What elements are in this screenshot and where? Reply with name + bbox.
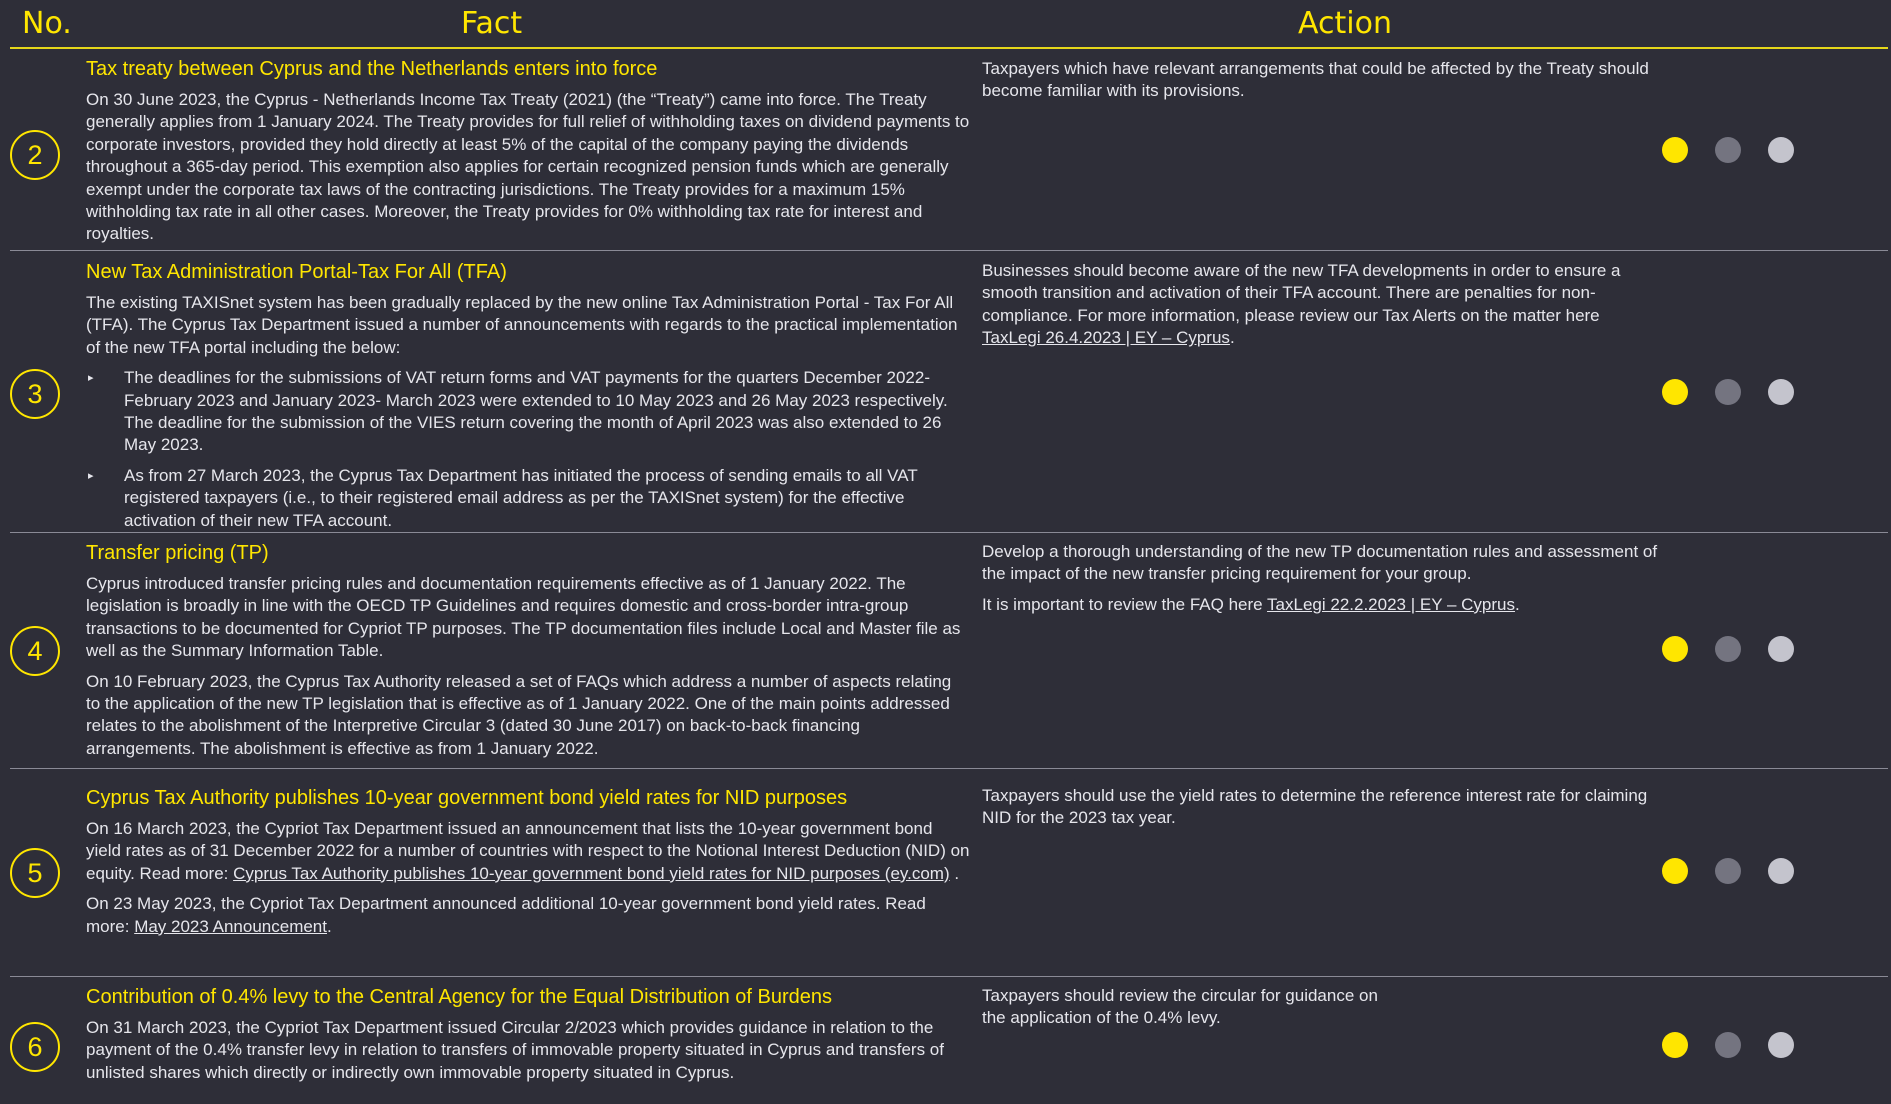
fact-paragraph: On 10 February 2023, the Cyprus Tax Authority released a set of FAQs which address a number of aspects relating to the application of the new TP legislation that is effective as of 1 January 2022. One of the main points addressed relates to the abolishment of the Interpretive Circular 3 (dated 30 June 2017) on back-to-back financing arrangements. The abolishment is effective as from 1 January 2022. bbox=[86, 671, 952, 758]
action-text: Taxpayers which have relevant arrangements that could be affected by the Treaty should become familiar with its provisions. bbox=[982, 59, 1649, 101]
status-dot-grey bbox=[1715, 858, 1741, 884]
status-dot-light bbox=[1768, 1032, 1794, 1058]
bullet-marker-icon: ▸ bbox=[88, 469, 94, 482]
fact-title: Transfer pricing (TP) bbox=[86, 542, 269, 564]
fact-cell bbox=[86, 260, 970, 540]
fact-cell bbox=[86, 541, 970, 768]
bullet-item bbox=[86, 367, 970, 457]
action-cell bbox=[982, 985, 1402, 1038]
may-announcement-link[interactable]: May 2023 Announcement bbox=[134, 916, 327, 936]
status-dot-grey bbox=[1715, 379, 1741, 405]
status-dot-grey bbox=[1715, 137, 1741, 163]
status-dot-yellow bbox=[1662, 137, 1688, 163]
status-dots bbox=[1662, 858, 1812, 886]
status-dot-yellow bbox=[1662, 1032, 1688, 1058]
action-text: Businesses should become aware of the new TFA developments in order to ensure a smooth transition and activation of their TFA account. There are penalties for non-compliance. For more information, please review our Tax Alerts on the matter here TaxLegi 26.4.2023 | EY – Cyprus. bbox=[982, 261, 1621, 348]
row-number: 4 bbox=[10, 626, 60, 676]
row-number: 3 bbox=[10, 369, 60, 419]
fact-cell bbox=[86, 786, 970, 946]
action-text: Develop a thorough understanding of the new TP documentation rules and assessment of the impact of the new transfer pricing requirement for your group. bbox=[982, 542, 1658, 584]
fact-paragraph: Cyprus introduced transfer pricing rules and documentation requirements effective as of 1 January 2022. The legislation is broadly in line with the OECD TP Guidelines and requires domestic and cross-border intra-group transactions to be documented for Cypriot TP purposes. The TP documentation files include Local and Master file as well as the Summary Information Table. bbox=[86, 574, 961, 661]
fact-paragraph: On 16 March 2023, the Cypriot Tax Department issued an announcement that lists the 10-year government bond yield rates as of 31 December 2022 for a number of countries with respect to the Notional Interest Deduction (NID) on equity. Read more: Cyprus Tax Authority publishes 10-year government bond yield rates for NID purposes (ey.com) . bbox=[86, 819, 970, 883]
fact-cell bbox=[86, 57, 970, 254]
fact-paragraph: On 30 June 2023, the Cyprus - Netherlands Income Tax Treaty (2021) (the “Treaty”) came into force. The Treaty generally applies from 1 January 2024. The Treaty provides for full relief of withholding taxes on dividend payments to corporate investors, provided they hold directly at least 5% of the capital of the company paying the dividends throughout a 365-day period. This exemption also applies for certain recognized pension funds which are generally exempt under the corporate tax laws of the contracting jurisdictions. The Treaty provides for a maximum 15% withholding tax rate in all other cases. Moreover, the Treaty provides for 0% withholding tax rate for interest and royalties. bbox=[86, 90, 970, 244]
table-row bbox=[10, 50, 1888, 251]
status-dots bbox=[1662, 636, 1812, 664]
row-number: 6 bbox=[10, 1022, 60, 1072]
header-no: No. bbox=[22, 6, 72, 41]
action-cell bbox=[982, 541, 1662, 624]
fact-paragraph: On 23 May 2023, the Cypriot Tax Department announced additional 10-year government bond yield rates. Read more: May 2023 Announcement. bbox=[86, 894, 926, 936]
status-dot-light bbox=[1768, 858, 1794, 884]
fact-paragraph: On 31 March 2023, the Cypriot Tax Department issued Circular 2/2023 which provides guidance in relation to the payment of the 0.4% transfer levy in relation to transfers of immovable property situated in Cyprus and transfers of unlisted shares which directly or indirectly own immovable property situated in Cyprus. bbox=[86, 1018, 944, 1082]
action-cell bbox=[982, 58, 1662, 111]
header-fact: Fact bbox=[461, 6, 523, 41]
status-dot-grey bbox=[1715, 636, 1741, 662]
row-number: 5 bbox=[10, 848, 60, 898]
fact-title: Cyprus Tax Authority publishes 10-year government bond yield rates for NID purposes bbox=[86, 787, 848, 809]
taxlegi-link[interactable]: TaxLegi 22.2.2023 | EY – Cyprus bbox=[1267, 594, 1515, 614]
fact-cell bbox=[86, 985, 970, 1092]
status-dot-light bbox=[1768, 379, 1794, 405]
status-dots bbox=[1662, 1032, 1812, 1060]
table-header bbox=[10, 0, 1888, 49]
status-dot-light bbox=[1768, 137, 1794, 163]
table-row bbox=[10, 252, 1888, 533]
bullet-text: The deadlines for the submissions of VAT return forms and VAT payments for the quarters December 2022- February 2023 and January 2023- March 2023 were extended to 10 May 2023 and 26 May 2023 respectively. The deadline for the submission of the VIES return covering the month of April 2023 was also extended to 26 May 2023. bbox=[124, 368, 948, 455]
fact-paragraph: The existing TAXISnet system has been gradually replaced by the new online Tax Administration Portal - Tax For All (TFA). The Cyprus Tax Department issued a number of announcements with regards to the practical implementation of the new TFA portal including the below: bbox=[86, 293, 958, 357]
action-text: Taxpayers should review the circular for guidance on the application of the 0.4% levy. bbox=[982, 986, 1378, 1028]
status-dot-grey bbox=[1715, 1032, 1741, 1058]
table-row bbox=[10, 770, 1888, 977]
action-cell bbox=[982, 785, 1662, 838]
bullet-marker-icon: ▸ bbox=[88, 372, 94, 385]
nid-article-link[interactable]: Cyprus Tax Authority publishes 10-year government bond yield rates for NID purposes (ey.com) bbox=[233, 863, 950, 883]
row-number: 2 bbox=[10, 130, 60, 180]
action-cell bbox=[982, 260, 1662, 358]
header-action: Action bbox=[1298, 6, 1392, 41]
status-dot-yellow bbox=[1662, 858, 1688, 884]
fact-title: Tax treaty between Cyprus and the Netherlands enters into force bbox=[86, 58, 658, 80]
status-dot-yellow bbox=[1662, 379, 1688, 405]
bullet-item bbox=[86, 465, 970, 532]
status-dot-yellow bbox=[1662, 636, 1688, 662]
taxlegi-link[interactable]: TaxLegi 26.4.2023 | EY – Cyprus bbox=[982, 328, 1230, 348]
bullet-text: As from 27 March 2023, the Cyprus Tax Department has initiated the process of sending emails to all VAT registered taxpayers (i.e., to their registered email address as per the TAXISnet system) for the effective activation of their new TFA account. bbox=[124, 465, 918, 530]
action-text: Taxpayers should use the yield rates to determine the reference interest rate for claiming NID for the 2023 tax year. bbox=[982, 786, 1648, 828]
table-row bbox=[10, 534, 1888, 769]
fact-title: Contribution of 0.4% levy to the Central Agency for the Equal Distribution of Burdens bbox=[86, 986, 832, 1008]
action-text: It is important to review the FAQ here TaxLegi 22.2.2023 | EY – Cyprus. bbox=[982, 594, 1520, 614]
table-row bbox=[10, 978, 1888, 1104]
status-dots bbox=[1662, 137, 1812, 165]
status-dot-light bbox=[1768, 636, 1794, 662]
fact-title: New Tax Administration Portal-Tax For All (TFA) bbox=[86, 261, 507, 283]
status-dots bbox=[1662, 379, 1812, 407]
